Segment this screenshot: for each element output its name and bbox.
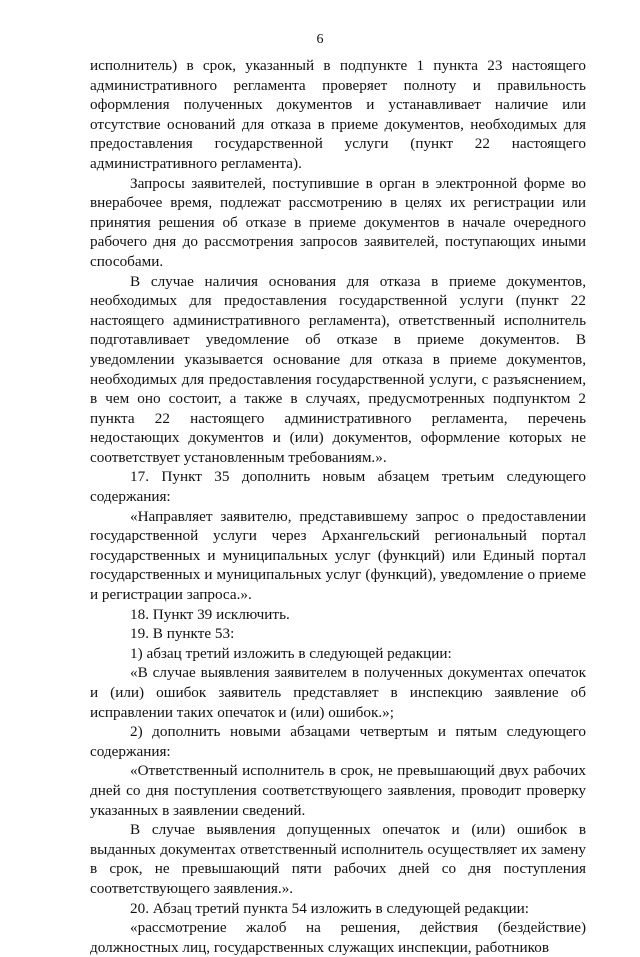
document-body: [90, 56, 586, 957]
page-number: 6: [316, 32, 324, 47]
paragraph: «Направляет заявителю, представившему запрос о предоставлении государственной услуги через Архангельский региональный портал государственных и муниципальных услуг (функций) или Единый портал государственных и муниципальных услуг (функций), уведомление о приеме и регистрации запроса.».: [90, 507, 586, 604]
paragraph: В случае выявления допущенных опечаток и (или) ошибок в выданных документах ответственный исполнитель осуществляет их замену в срок, не превышающий пяти рабочих дней со дня поступления соответствующего заявления.».: [90, 821, 586, 897]
paragraph: 18. Пункт 39 исключить.: [130, 605, 290, 623]
paragraph: 19. В пункте 53:: [130, 625, 235, 643]
paragraph: В случае наличия основания для отказа в приеме документов, необходимых для предоставления государственной услуги (пункт 22 настоящего административного регламента), ответственный исполнитель подготавливает уведомление об отказе в приеме документов. В уведомлении указывается основание для отказа в приеме документов, необходимых для предоставления государственной услуги, с разъяснением, в чем оно состоит, а также в случаях, предусмотренных подпунктом 2 пункта 22 настоящего административного регламента, перечень недостающих документов и (или) документов, оформление которых не соответствует установленным требованиям.».: [90, 272, 586, 466]
paragraph: 17. Пункт 35 дополнить новым абзацем третьим следующего содержания:: [90, 468, 586, 506]
paragraph: исполнитель) в срок, указанный в подпункте 1 пункта 23 настоящего административного регламента проверяет полноту и правильность оформления полученных документов и устанавливает наличие или отсутствие оснований для отказа в приеме документов, необходимых для предоставления государственной услуги (пункт 22 настоящего административного регламента).: [90, 57, 586, 172]
paragraph: 2) дополнить новыми абзацами четвертым и пятым следующего содержания:: [90, 723, 586, 760]
paragraph: «Ответственный исполнитель в срок, не превышающий двух рабочих дней со дня поступления соответствующего заявления, проводит проверку указанных в заявлении сведений.: [90, 762, 586, 819]
paragraph: Запросы заявителей, поступившие в орган в электронной форме во внерабочее время, подлежат рассмотрению в целях их регистрации или принятия решения об отказе в приеме документов в начале очередного рабочего дня до рассмотрения запросов заявителей, поступающих иными способами.: [90, 174, 586, 270]
paragraph: «В случае выявления заявителем в полученных документах опечаток и (или) ошибок заявитель представляет в инспекцию заявление об исправлении таких опечаток и (или) ошибок.»;: [90, 664, 586, 721]
paragraph: 20. Абзац третий пункта 54 изложить в следующей редакции:: [130, 899, 529, 917]
paragraph: 1) абзац третий изложить в следующей редакции:: [130, 644, 452, 662]
paragraph: «рассмотрение жалоб на решения, действия (бездействие) должностных лиц, государственных служащих инспекции, работников: [90, 919, 586, 956]
